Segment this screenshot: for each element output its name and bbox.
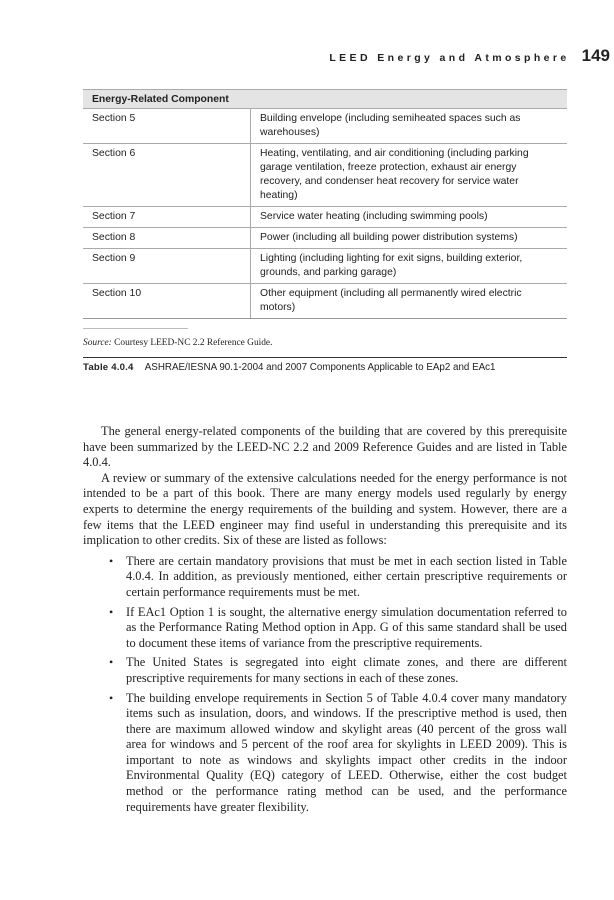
description-cell: Power (including all building power distribution systems) bbox=[251, 228, 568, 249]
source-text: Courtesy LEED-NC 2.2 Reference Guide. bbox=[114, 338, 273, 348]
caption-divider bbox=[83, 357, 567, 358]
list-item bbox=[83, 655, 567, 686]
table-source bbox=[83, 338, 272, 348]
list-item bbox=[83, 605, 567, 652]
section-cell: Section 5 bbox=[83, 109, 251, 144]
table-row bbox=[83, 228, 567, 249]
caption-text: ASHRAE/IESNA 90.1-2004 and 2007 Components Applicable to EAp2 and EAc1 bbox=[144, 362, 496, 373]
source-divider bbox=[83, 328, 188, 329]
table-row bbox=[83, 207, 567, 228]
page-number: 149 bbox=[581, 46, 610, 65]
list-item-text: If EAc1 Option 1 is sought, the alternative energy simulation documentation referred to as the Performance Rating Method option in App. G of this same standard shall be used to document these items of variance from the prescriptive requirements. bbox=[126, 604, 567, 650]
description-cell: Heating, ventilating, and air conditioning (including parking garage ventilation, freeze protection, exhaust air energy recovery, and condenser heat recovery for service water heating) bbox=[251, 144, 568, 207]
description-cell: Building envelope (including semiheated spaces such as warehouses) bbox=[251, 109, 568, 144]
list-item-text: The building envelope requirements in Section 5 of Table 4.0.4 cover many mandatory items such as insulation, doors, and windows. If the prescriptive method is used, then there are maximum allowed window and skylight areas (40 percent of the gross wall area for windows and 5 percent of the roof area for skylights in LEED 2009). This is important to note as windows and skylights impact other credits in the indoor Environmental Quality (EQ) category of LEED. Otherwise, either the cost budget method or the performance rating method can be used, and the performance requirements have greater flexibility. bbox=[126, 690, 567, 814]
source-label: Source: bbox=[83, 338, 112, 348]
paragraph: A review or summary of the extensive calculations needed for the energy performance is not intended to be a part of this book. There are many energy models used regularly by energy experts to determine the energy requirements of the building and system. However, there are a few items that the LEED engineer may find useful in understanding this prerequisite and its implication to other credits. Six of these are listed as follows: bbox=[83, 470, 567, 548]
table-row bbox=[83, 284, 567, 319]
list-item bbox=[83, 691, 567, 816]
bullet-icon: • bbox=[109, 553, 114, 568]
section-cell: Section 8 bbox=[83, 228, 251, 249]
list-item bbox=[83, 554, 567, 601]
bullet-list bbox=[83, 554, 567, 816]
table-row bbox=[83, 109, 567, 144]
table-row bbox=[83, 144, 567, 207]
component-table bbox=[83, 89, 567, 319]
section-cell: Section 9 bbox=[83, 249, 251, 284]
section-cell: Section 7 bbox=[83, 207, 251, 228]
paragraph: The general energy-related components of the building that are covered by this prerequisite have been summarized by the LEED-NC 2.2 and 2009 Reference Guides and are listed in Table 4.0.4. bbox=[83, 424, 567, 470]
description-cell: Other equipment (including all permanently wired electric motors) bbox=[251, 284, 568, 319]
table-header-row bbox=[83, 90, 567, 109]
bullet-icon: • bbox=[109, 604, 114, 619]
description-cell: Lighting (including lighting for exit signs, building exterior, grounds, and parking garage) bbox=[251, 249, 568, 284]
table-row bbox=[83, 249, 567, 284]
description-cell: Service water heating (including swimming pools) bbox=[251, 207, 568, 228]
caption-label: Table 4.0.4 bbox=[83, 362, 134, 373]
section-cell: Section 6 bbox=[83, 144, 251, 207]
list-item-text: The United States is segregated into eight climate zones, and there are different prescriptive requirements for many sections in each of these zones. bbox=[126, 655, 567, 685]
bullet-icon: • bbox=[109, 690, 114, 705]
running-title: LEED Energy and Atmosphere bbox=[329, 52, 570, 64]
bullet-icon: • bbox=[109, 655, 114, 670]
table-caption bbox=[83, 362, 567, 373]
column-header: Energy-Related Component bbox=[83, 90, 567, 109]
list-item-text: There are certain mandatory provisions that must be met in each section listed in Table 4.0.4. In addition, as previously mentioned, either certain prescriptive requirements or certain performance requirements must be met. bbox=[126, 553, 567, 599]
body-text bbox=[83, 424, 567, 819]
section-cell: Section 10 bbox=[83, 284, 251, 319]
running-header bbox=[0, 46, 610, 66]
